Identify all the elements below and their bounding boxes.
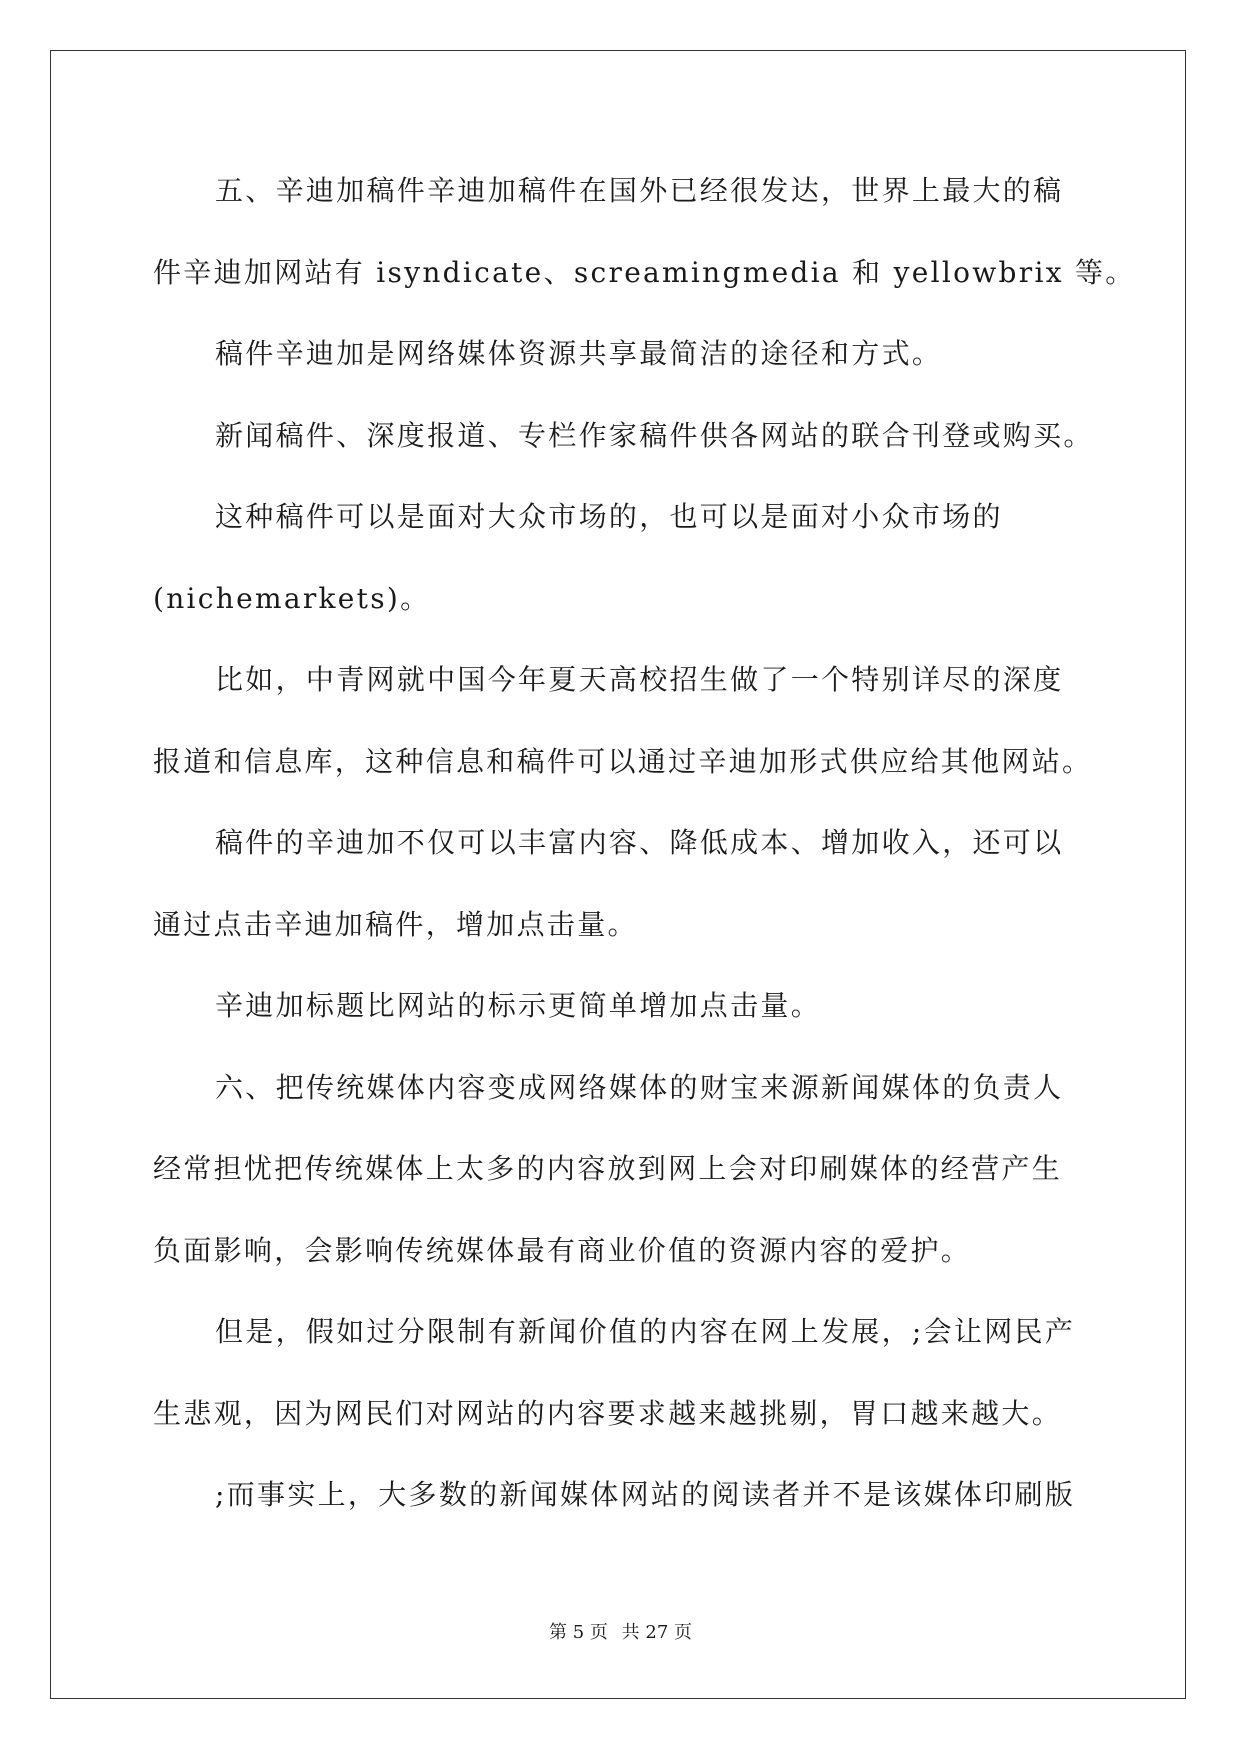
paragraph-line: 新闻稿件、深度报道、专栏作家稿件供各网站的联合刊登或购买。 <box>215 418 1094 452</box>
paragraph-line: 稿件的辛迪加不仅可以丰富内容、降低成本、增加收入，还可以 <box>215 826 1064 859</box>
paragraph-line: 六、把传统媒体内容变成网络媒体的财宝来源新闻媒体的负责人 <box>215 1070 1064 1104</box>
paragraph-line: 负面影响，会影响传统媒体最有商业价值的资源内容的爱护。 <box>153 1233 972 1267</box>
paragraph-line: 但是，假如过分限制有新闻价值的内容在网上发展，;会让网民产 <box>215 1315 1076 1348</box>
document-body <box>153 163 1136 1549</box>
paragraph-line: 稿件辛迪加是网络媒体资源共享最简洁的途径和方式。 <box>215 337 943 370</box>
page-footer <box>0 1618 1241 1644</box>
paragraph-line: 件辛迪加网站有 isyndicate、screamingmedia 和 yellowbrix 等。 <box>153 255 1136 289</box>
paragraph-line: 通过点击辛迪加稿件，增加点击量。 <box>153 907 638 941</box>
paragraph-line: 报道和信息库，这种信息和稿件可以通过辛迪加形式供应给其他网站。 <box>153 744 1093 778</box>
paragraph-line: 辛迪加标题比网站的标示更简单增加点击量。 <box>215 989 822 1022</box>
paragraph-line: ;而事实上，大多数的新闻媒体网站的阅读者并不是该媒体印刷版 <box>215 1478 1076 1511</box>
page-total: 共 27 页 <box>621 1622 692 1643</box>
paragraph-line: 生悲观，因为网民们对网站的内容要求越来越挑剔，胃口越来越大。 <box>153 1396 1063 1430</box>
paragraph-line: 五、辛迪加稿件辛迪加稿件在国外已经很发达，世界上最大的稿 <box>215 174 1064 207</box>
paragraph-line: 这种稿件可以是面对大众市场的，也可以是面对小众市场的 <box>215 500 1003 533</box>
paragraph-line: 经常担忧把传统媒体上太多的内容放到网上会对印刷媒体的经营产生 <box>153 1152 1063 1185</box>
page-number: 第 5 页 <box>549 1622 608 1643</box>
paragraph-line: (nichemarkets)。 <box>153 581 431 615</box>
paragraph-line: 比如，中青网就中国今年夏天高校招生做了一个特别详尽的深度 <box>215 663 1064 696</box>
